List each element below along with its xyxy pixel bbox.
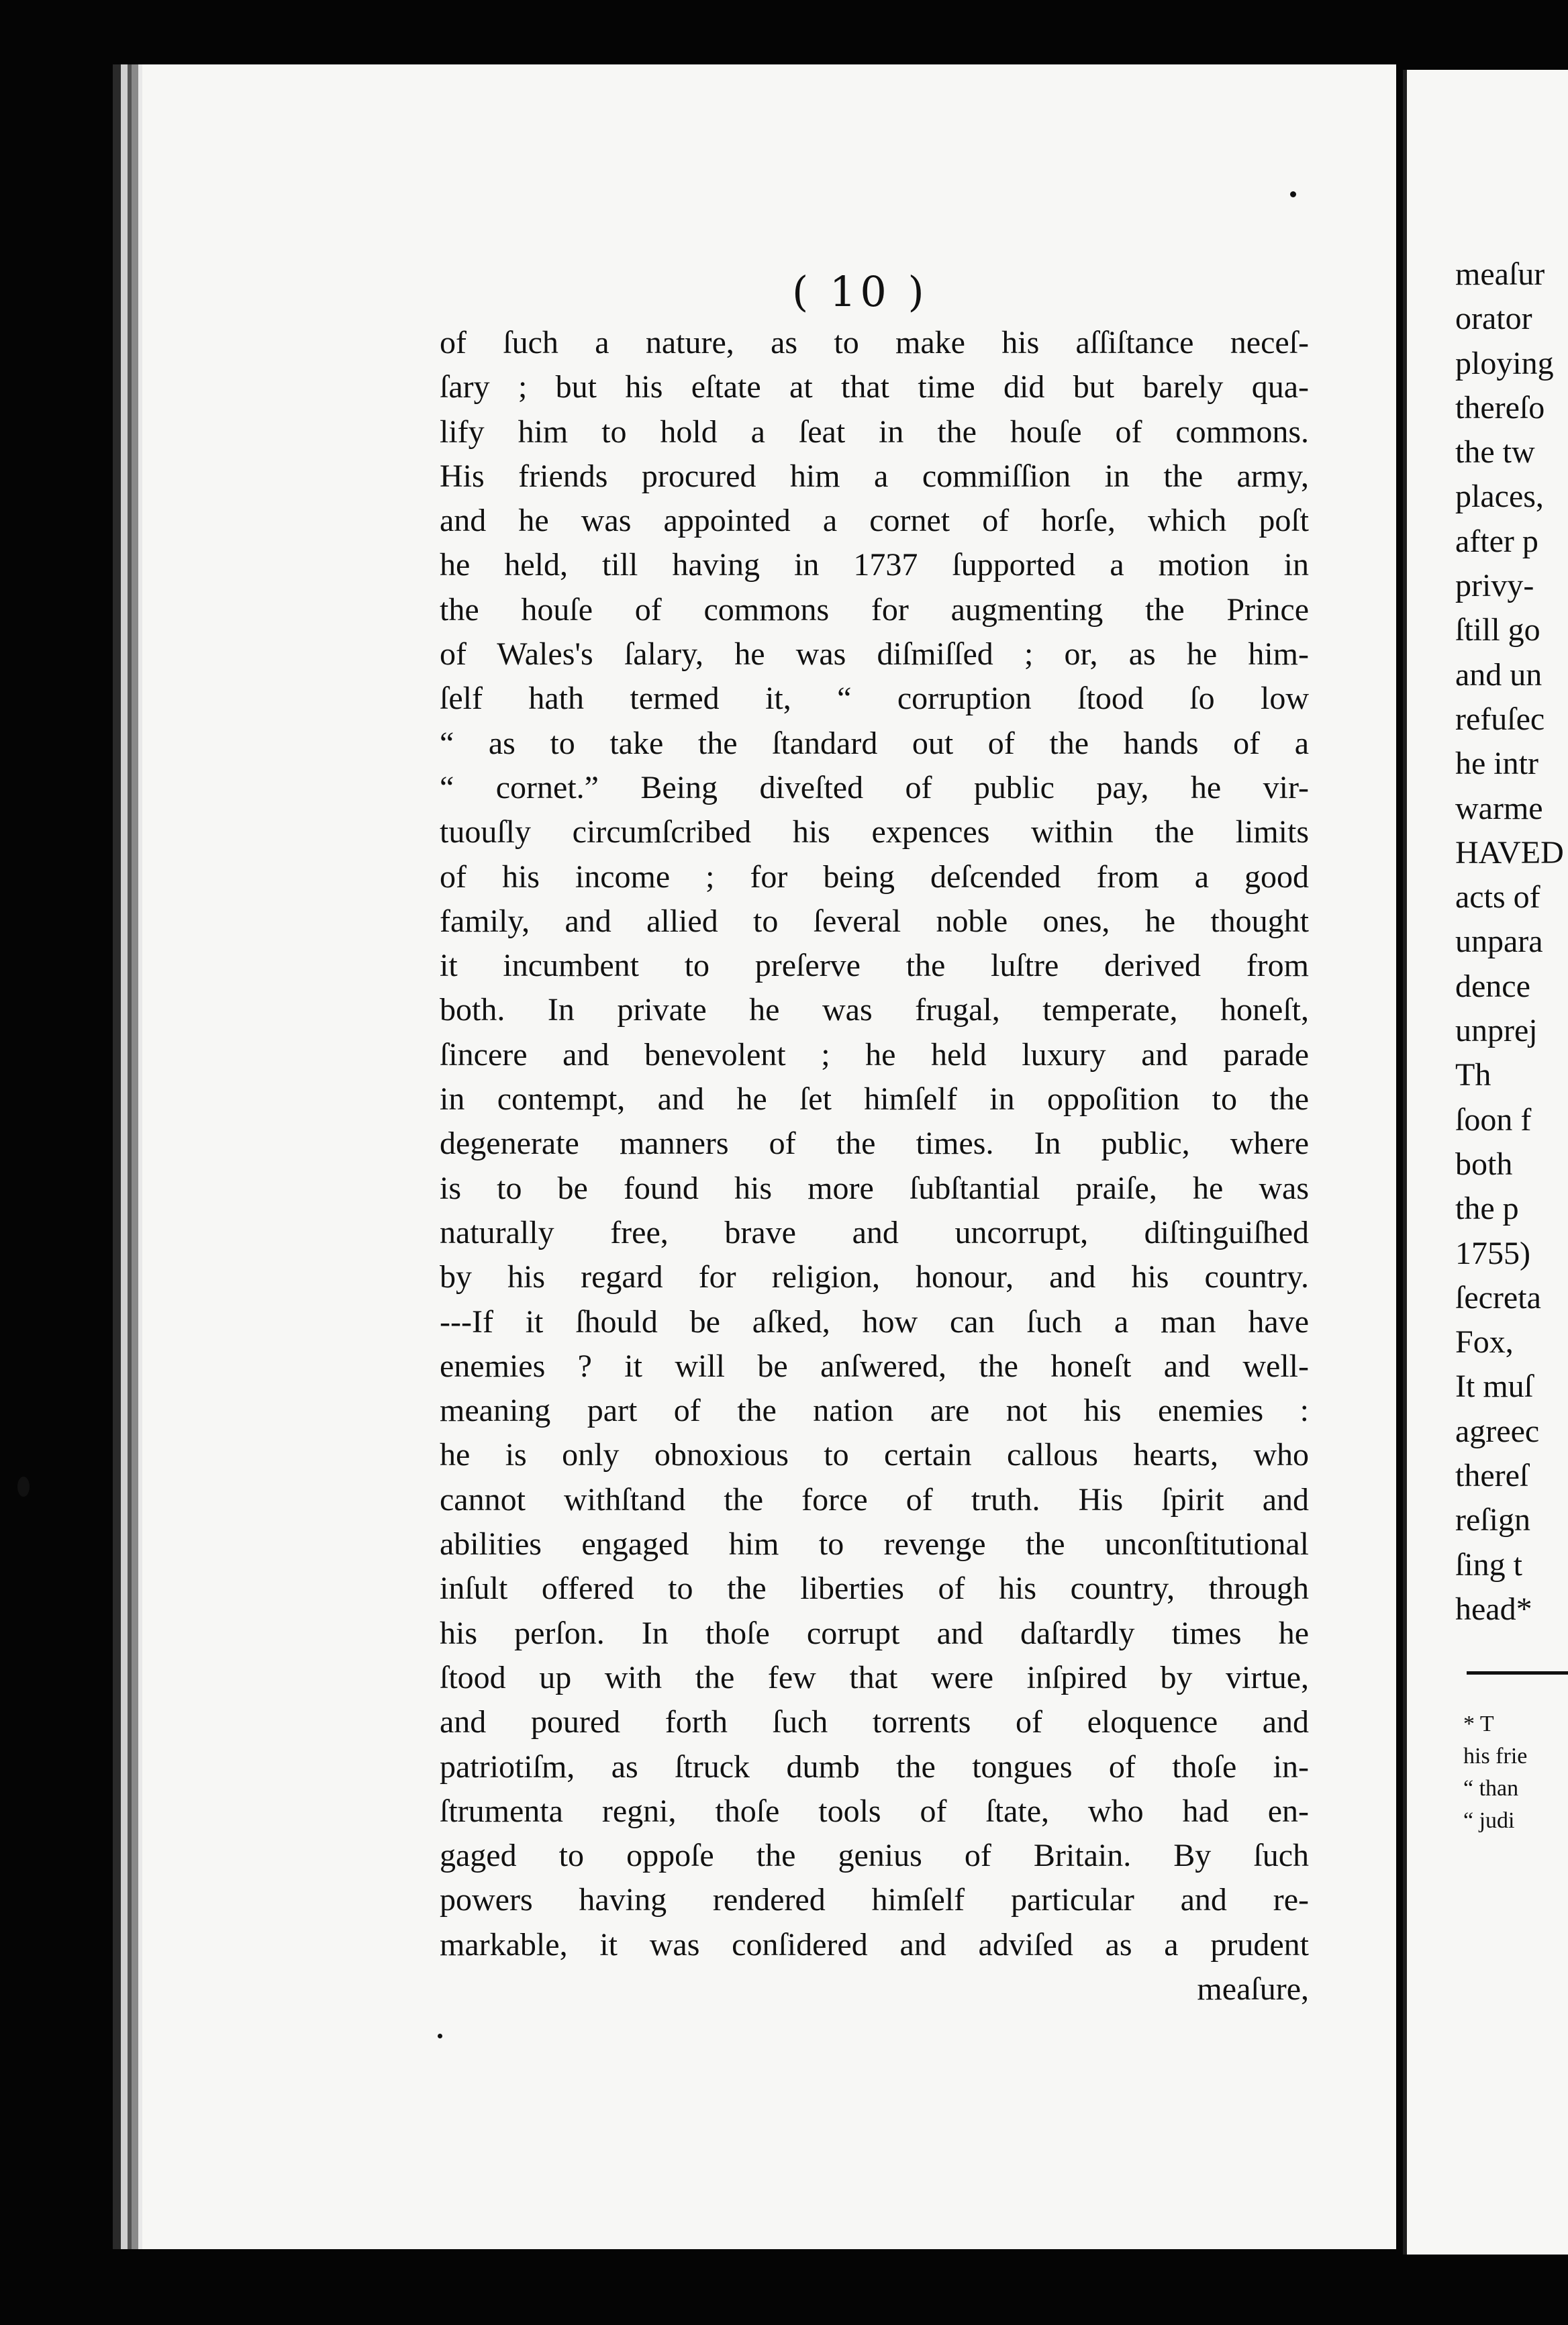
right-footnote-line: “ judi <box>1463 1808 1515 1833</box>
text-line: “ cornet.” Being diveſted of public pay, he vir- <box>440 769 1309 805</box>
text-line: meaning part of the nation are not his enemies : <box>440 1393 1309 1429</box>
right-text-line: unpara <box>1455 924 1543 960</box>
right-text-line: both <box>1455 1146 1513 1182</box>
right-text-line: the p <box>1455 1191 1519 1227</box>
right-footnote-line: * T <box>1463 1712 1494 1736</box>
text-line: ſelf hath termed it, “ corruption ſtood ſo low <box>440 681 1309 717</box>
footnote-rule <box>1467 1671 1568 1675</box>
right-text-line: It muſ <box>1455 1369 1533 1405</box>
text-line: inſult offered to the liberties of his country, through <box>440 1571 1309 1607</box>
catchword: meaſure, <box>1197 1971 1309 2007</box>
page-edge-shadow <box>128 64 132 2249</box>
text-line: His friends procured him a commiſſion in the army, <box>440 458 1309 494</box>
right-text-line: unprej <box>1455 1013 1538 1049</box>
text-line: the houſe of commons for augmenting the Prince <box>440 591 1309 628</box>
text-line: he held, till having in 1737 ſupported a motion in <box>440 547 1309 583</box>
right-text-line: reſign <box>1455 1502 1530 1538</box>
right-text-line: orator <box>1455 301 1532 337</box>
text-line: naturally free, brave and uncorrupt, diſtinguiſhed <box>440 1214 1309 1250</box>
right-text-line: ſtill go <box>1455 612 1540 648</box>
right-footnote-line: his frie <box>1463 1744 1528 1769</box>
text-line: is to be found his more ſubſtantial praiſe, he was <box>440 1170 1309 1206</box>
right-text-line: privy- <box>1455 568 1534 604</box>
text-line: of his income ; for being deſcended from a good <box>440 858 1309 895</box>
text-line: patriotiſm, as ſtruck dumb the tongues of thoſe in- <box>440 1748 1309 1785</box>
right-text-line: acts of <box>1455 879 1540 916</box>
text-line: both. In private he was frugal, temperate, honeſt, <box>440 992 1309 1028</box>
right-page-text <box>1455 252 1568 1632</box>
text-line: abilities engaged him to revenge the unconſtitutional <box>440 1526 1309 1563</box>
right-text-line: the tw <box>1455 434 1535 471</box>
text-line: and poured forth ſuch torrents of eloquence and <box>440 1704 1309 1740</box>
right-text-line: ſecreta <box>1455 1279 1541 1316</box>
text-line: family, and allied to ſeveral noble ones, he thought <box>440 903 1309 939</box>
text-line: enemies ? it will be anſwered, the honeſt and well- <box>440 1348 1309 1384</box>
text-line: ſtood up with the few that were inſpired by virtue, <box>440 1659 1309 1695</box>
text-line: he is only obnoxious to certain callous hearts, who <box>440 1437 1309 1473</box>
text-line: powers having rendered himſelf particular and re- <box>440 1882 1309 1918</box>
text-line: cannot withſtand the force of truth. His ſpirit and <box>440 1481 1309 1518</box>
right-text-line: ſoon f <box>1455 1101 1532 1138</box>
right-text-line: and un <box>1455 656 1542 693</box>
right-text-line: after p <box>1455 523 1538 559</box>
right-text-line: places, <box>1455 479 1544 515</box>
right-text-line: refuſec <box>1455 701 1545 737</box>
text-line: his perſon. In thoſe corrupt and daſtardly times he <box>440 1615 1309 1651</box>
right-footnote-line: “ than <box>1463 1776 1519 1801</box>
right-text-line: he intr <box>1455 746 1538 782</box>
gutter-marks <box>738 27 832 47</box>
right-text-line: agreec <box>1455 1413 1540 1449</box>
ink-speck <box>438 2034 442 2038</box>
right-text-line: head* <box>1455 1591 1532 1627</box>
text-line: markable, it was conſidered and adviſed as a prudent <box>440 1926 1309 1963</box>
text-line: tuouſly circumſcribed his expences within the limits <box>440 814 1309 850</box>
text-line: of Wales's ſalary, he was diſmiſſed ; or, as he him- <box>440 636 1309 673</box>
right-text-line: thereſo <box>1455 389 1545 426</box>
page-number: ( 10 ) <box>792 267 928 316</box>
text-line: ſtrumenta regni, thoſe tools of ſtate, who had en- <box>440 1793 1309 1829</box>
right-text-line: 1755) <box>1455 1235 1530 1271</box>
text-line: ---If it ſhould be aſked, how can ſuch a man have <box>440 1303 1309 1340</box>
text-line: “ as to take the ſtandard out of the hands of a <box>440 725 1309 761</box>
text-line: it incumbent to preſerve the luſtre derived from <box>440 948 1309 984</box>
right-text-line: ploying <box>1455 345 1554 381</box>
text-line: lify him to hold a ſeat in the houſe of commons. <box>440 413 1309 450</box>
ink-speck <box>17 1477 30 1497</box>
right-text-line: warme <box>1455 790 1543 826</box>
text-line: degenerate manners of the times. In public, where <box>440 1126 1309 1162</box>
text-line: gaged to oppoſe the genius of Britain. By ſuch <box>440 1838 1309 1874</box>
text-line: in contempt, and he ſet himſelf in oppoſition to the <box>440 1081 1309 1118</box>
right-text-line: meaſur <box>1455 256 1545 292</box>
right-text-line: Th <box>1455 1057 1491 1093</box>
body-text <box>440 321 1309 2012</box>
right-text-line: HAVED <box>1455 834 1564 871</box>
text-line: of ſuch a nature, as to make his aſſiſtance neceſ- <box>440 325 1309 360</box>
text-line: ſary ; but his eſtate at that time did but barely qua- <box>440 369 1309 405</box>
text-line: by his regard for religion, honour, and his country. <box>440 1259 1309 1295</box>
right-text-line: thereſ <box>1455 1458 1529 1494</box>
right-text-line: dence <box>1455 968 1530 1004</box>
right-text-line: ſing t <box>1455 1546 1523 1583</box>
right-text-line: Fox, <box>1455 1324 1514 1361</box>
ink-speck <box>1290 191 1296 197</box>
text-line: and he was appointed a cornet of horſe, which poſt <box>440 503 1309 539</box>
right-page-footnotes <box>1463 1708 1568 1837</box>
text-line: ſincere and benevolent ; he held luxury and parade <box>440 1036 1309 1073</box>
